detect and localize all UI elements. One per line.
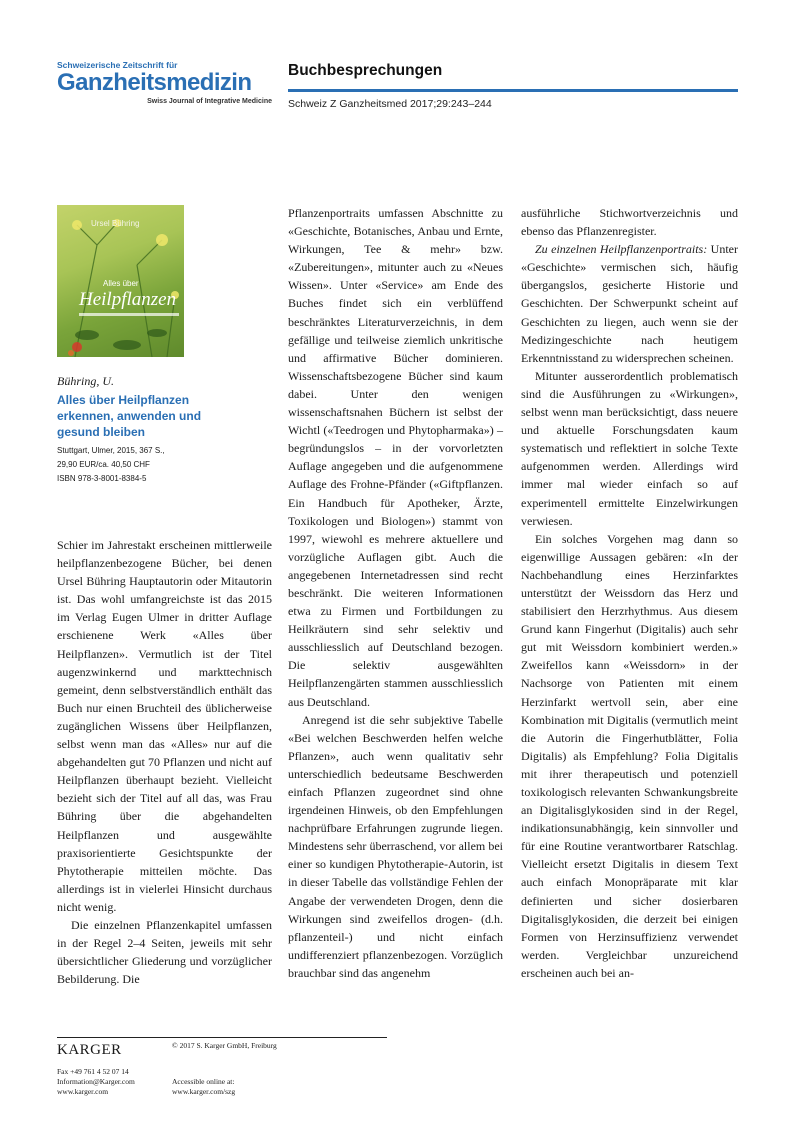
journal-logo <box>57 60 282 105</box>
citation: Schweiz Z Ganzheitsmed 2017;29:243–244 <box>288 98 492 110</box>
paragraph-portraits <box>521 240 738 367</box>
section-title: Buchbesprechungen <box>288 62 443 79</box>
journal-subtitle-english: Swiss Journal of Integrative Medicine <box>147 98 272 105</box>
footer-rule <box>57 1037 387 1038</box>
publisher-logo: KARGER <box>57 1042 122 1058</box>
header-rule <box>288 89 738 92</box>
cover-title-underline <box>79 313 179 316</box>
access-label: Accessible online at: <box>172 1077 235 1086</box>
journal-subtitle-top: Schweizerische Zeitschrift für <box>57 60 178 70</box>
book-isbn: ISBN 978-3-8001-8384-5 <box>57 474 147 483</box>
journal-title: Ganzheitsmedizin <box>57 69 252 96</box>
cover-title-small: Alles über <box>103 279 139 288</box>
email-link[interactable]: Information@Karger.com <box>57 1077 135 1086</box>
book-author: Bühring, U. <box>57 374 114 388</box>
paragraph: Die einzelnen Pflanzenkapitel umfassen in der Regel 2–4 Seiten, jeweils mit sehr übersichtlicher Gliederung und vorzüglicher Bebilderung. Die <box>57 917 272 987</box>
fax: Fax +49 761 4 52 07 14 <box>57 1067 129 1076</box>
access-url-link[interactable]: www.karger.com/szg <box>172 1087 236 1096</box>
paragraph: ausführliche Stichwortverzeichnis und ebenso das Pflanzenregister. <box>521 206 738 239</box>
paragraph: Pflanzenportraits umfassen Abschnitte zu «Geschichte, Botanisches, Anbau und Ernte, Wirkungen, Tee & mehr» bzw. «Zubereitungen», mitunter auch zu «Neues Wissen». Unter «Service» am Ende des Buches findet sich ein verblüffend beschränktes Literaturverzeichnis, in dem gefällige und teilweise ziemlich unkritische und affirmative Bücher dominieren. Wissenschaftsbezogene Bücher sind kaum dabei. Unter den wenigen wissenschaftsnahen Büchern ist selbst der Wichtl («Teedrogen und Phytopharmaka») – begründungslos – in der vorvorletzten Auflage angegeben und die aufgenommene Auflage des Frohne-Pfänder («Giftpflanzen. Ein Handbuch für Apotheker, Ärzte, Toxikologen und Biologen») stammt von 1997, wiewohl es mehrere aktuellere und vorzügliche Auflagen gibt. Auch die angegebenen Internetadressen sind recht beschränkt. Die weiteren Informationen etwa zu Firmen und Fortbildungen zu Heilkräutern sind sehr selektiv und ausschliesslich auf Deutschland bezogen. Die selektiv ausgewählten Heilpflanzengärten stammen ausschliesslich aus Deutschland. <box>288 206 503 709</box>
paragraph: Anregend ist die sehr subjektive Tabelle «Bei welchen Beschwerden helfen welche Pflanzen», auch wenn qualitativ sehr unterschiedlich bedeutsame Beschwerden einfach Pflanzen zugeordnet sind ohne irgendeinen Hinweis, ob den Empfehlungen nachprüfbare Erfahrungen zugrunde liegen. Mindestens sehr überraschend, vor allem bei einer so kundigen Phytotherapie-Autorin, ist in dieser Tabelle das vollständige Fehlen der Angabe der verwendeten Drogen, denn die Wirkungen sind zweifellos drogen- (d.h. pflanzenteil-) und nicht einfach undifferenziert pflanzenbezogen. Vorzüglich brauchbar sind das angenehm <box>288 712 503 980</box>
text-column-3 <box>521 204 738 982</box>
copyright: © 2017 S. Karger GmbH, Freiburg <box>172 1041 277 1050</box>
book-title: Alles über Heilpflanzen erkennen, anwenden und gesund bleiben <box>57 393 202 439</box>
text-column-2 <box>288 204 503 982</box>
book-meta <box>57 444 267 486</box>
book-price: 29,90 EUR/ca. 40,50 CHF <box>57 460 150 469</box>
cover-title-big: Heilpflanzen <box>79 289 177 310</box>
paragraph: Ein solches Vorgehen mag dann so eigenwillige Aussagen gebären: «In der Nachbehandlung eines Herzinfarktes unterstützt der Weissdorn das Herz und stabilisiert den Herzrhythmus. Aus diesem Grund kann Fingerhut (Digitalis) auch sehr gut mit Weissdorn kombiniert werden.» Zweifellos kann «Weissdorn» in der Nachsorge von Patienten mit einem Herzinfarkt wertvoll sein, aber eine Kombination mit Digitalis (vermutlich meint die Autorin die Fingerhutblätter, Folia Digitalis) als Empfehlung? Folia Digitalis mit ihrer therapeutisch und potenziell toxikologisch relevanten Schwankungsbreite an Digitalisglykosiden sind in der Regel, indikationsunabhängig, kein sinnvoller und für eine Routine verantwortbarer Ratschlag. Vielleicht ersetzt Digitalis in diesem Text auch einfach Monopräparate mit klar definierten und sicher dosierbaren Digitalisglykosiden, die derzeit bei einigen Formen von Herzinsuffizienz verwendet werden. Vergleichbar unzureichend erscheinen auch bei an- <box>521 531 738 980</box>
book-publisher: Stuttgart, Ulmer, 2015, 367 S., <box>57 446 165 455</box>
paragraph: Schier im Jahrestakt erscheinen mittlerweile heilpflanzenbezogene Bücher, bei denen Ursel Bühring Hauptautorin oder Mitautorin ist. Das wohl umfangreichste ist das 2015 im Verlag Eugen Ulmer in dritter Auflage erschienene Werk «Alles über Heilpflanzen». Vermutlich ist der Titel augenzwinkernd und markttechnisch gemeint, denn selbstverständlich enthält das Buch nur einen Bruchteil des üblicherweise zugänglichen Wissens über Heilpflanzen, selbst wenn man das «Alles» nur auf die abgehandelten gut 70 Pflanzen und nicht auf Heilpflanzen überhaupt bezieht. Vielleicht bezieht sich der Titel auf all das, was Frau Bühring über die abgehandelten Heilpflanzen und ausgewählte praxisorientierte Gesichtspunkte der Phytotherapie mitteilen möchte. Das allerdings ist in vielerlei Hinsicht durchaus nicht wenig. <box>57 538 272 914</box>
paragraph-text: Unter «Geschichte» vermischen sich, häufig übergangslos, gesicherte Historie und Geschichten. Der Schwerpunkt scheint auf Geschichten zu liegen, auch wenn sie der Medizingeschichte nach heutigem Erkenntnisstand zu widersprechen scheinen. <box>521 242 738 365</box>
access-info <box>172 1077 235 1097</box>
book-info <box>57 374 267 486</box>
text-column-1 <box>57 536 272 988</box>
italic-lead: Zu einzelnen Heilpflanzenportraits: <box>535 242 708 257</box>
book-cover <box>57 205 184 357</box>
contact-info <box>57 1067 135 1097</box>
website-link[interactable]: www.karger.com <box>57 1087 109 1096</box>
paragraph: Mitunter ausserordentlich problematisch sind die Ausführungen zu «Wirkungen», selbst wenn man berücksichtigt, dass neuere und aktuelle Forschungsdaten kaum systematisch und reflektiert in solche Texte aufgenommen werden. Allerdings wird immer mal wieder einfach so auf experimentell ermittelte Einzelwirkungen verwiesen. <box>521 368 738 528</box>
cover-author: Ursel Bühring <box>91 219 140 228</box>
